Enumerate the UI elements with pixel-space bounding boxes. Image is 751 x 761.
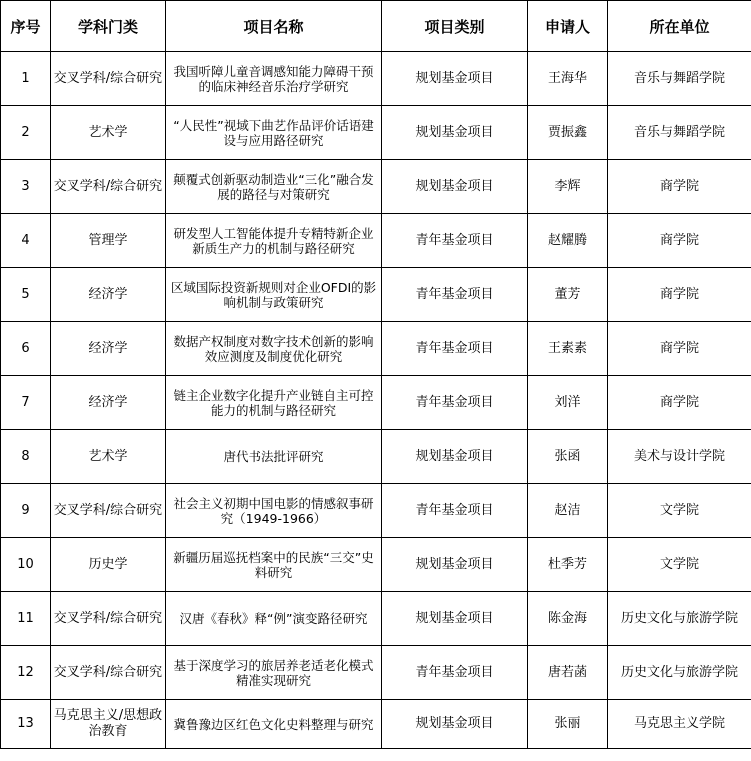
cell-no: 5 <box>1 268 51 322</box>
table-row <box>1 214 751 268</box>
header-project-type: 项目类别 <box>382 1 528 52</box>
cell-unit: 音乐与舞蹈学院 <box>608 52 751 106</box>
cell-type: 规划基金项目 <box>382 52 528 106</box>
cell-name: 新疆历届巡抚档案中的民族“三交”史料研究 <box>166 538 382 592</box>
cell-field: 经济学 <box>51 268 166 322</box>
cell-unit: 文学院 <box>608 484 751 538</box>
cell-field: 交叉学科/综合研究 <box>51 52 166 106</box>
table-row <box>1 538 751 592</box>
cell-applicant: 王海华 <box>528 52 608 106</box>
cell-applicant: 唐若菡 <box>528 646 608 700</box>
cell-type: 规划基金项目 <box>382 106 528 160</box>
cell-applicant: 刘洋 <box>528 376 608 430</box>
cell-type: 规划基金项目 <box>382 700 528 749</box>
cell-applicant: 杜季芳 <box>528 538 608 592</box>
cell-no: 2 <box>1 106 51 160</box>
cell-field: 交叉学科/综合研究 <box>51 592 166 646</box>
table-row <box>1 52 751 106</box>
cell-name: 区域国际投资新规则对企业OFDI的影响机制与政策研究 <box>166 268 382 322</box>
cell-field: 交叉学科/综合研究 <box>51 160 166 214</box>
cell-unit: 美术与设计学院 <box>608 430 751 484</box>
cell-no: 8 <box>1 430 51 484</box>
cell-type: 规划基金项目 <box>382 430 528 484</box>
table-row <box>1 106 751 160</box>
cell-name: 汉唐《春秋》释“例”演变路径研究 <box>166 592 382 646</box>
cell-unit: 商学院 <box>608 376 751 430</box>
cell-name: 社会主义初期中国电影的情感叙事研究（1949-1966） <box>166 484 382 538</box>
table-row <box>1 268 751 322</box>
cell-field: 管理学 <box>51 214 166 268</box>
cell-unit: 马克思主义学院 <box>608 700 751 749</box>
cell-applicant: 赵耀腾 <box>528 214 608 268</box>
cell-field: 交叉学科/综合研究 <box>51 484 166 538</box>
table-row <box>1 376 751 430</box>
cell-type: 规划基金项目 <box>382 538 528 592</box>
table-row <box>1 322 751 376</box>
cell-field: 历史学 <box>51 538 166 592</box>
header-applicant: 申请人 <box>528 1 608 52</box>
cell-applicant: 赵洁 <box>528 484 608 538</box>
cell-unit: 商学院 <box>608 268 751 322</box>
table-row <box>1 700 751 749</box>
cell-field: 艺术学 <box>51 430 166 484</box>
table-row <box>1 646 751 700</box>
cell-type: 青年基金项目 <box>382 376 528 430</box>
cell-no: 1 <box>1 52 51 106</box>
header-unit: 所在单位 <box>608 1 751 52</box>
cell-applicant: 董芳 <box>528 268 608 322</box>
cell-field: 马克思主义/思想政治教育 <box>51 700 166 749</box>
cell-name: 数据产权制度对数字技术创新的影响效应测度及制度优化研究 <box>166 322 382 376</box>
cell-name: 颠覆式创新驱动制造业“三化”融合发展的路径与对策研究 <box>166 160 382 214</box>
cell-no: 11 <box>1 592 51 646</box>
cell-name: 冀鲁豫边区红色文化史料整理与研究 <box>166 700 382 749</box>
cell-applicant: 张函 <box>528 430 608 484</box>
cell-type: 青年基金项目 <box>382 322 528 376</box>
cell-applicant: 王素素 <box>528 322 608 376</box>
table-row <box>1 430 751 484</box>
table-row <box>1 592 751 646</box>
cell-no: 12 <box>1 646 51 700</box>
cell-unit: 历史文化与旅游学院 <box>608 592 751 646</box>
cell-field: 经济学 <box>51 376 166 430</box>
cell-unit: 商学院 <box>608 160 751 214</box>
cell-no: 7 <box>1 376 51 430</box>
cell-field: 经济学 <box>51 322 166 376</box>
cell-name: 基于深度学习的旅居养老适老化模式精准实现研究 <box>166 646 382 700</box>
cell-applicant: 贾振鑫 <box>528 106 608 160</box>
cell-no: 10 <box>1 538 51 592</box>
cell-unit: 文学院 <box>608 538 751 592</box>
table-body <box>1 52 751 749</box>
cell-type: 规划基金项目 <box>382 592 528 646</box>
cell-applicant: 张丽 <box>528 700 608 749</box>
cell-type: 规划基金项目 <box>382 160 528 214</box>
cell-unit: 商学院 <box>608 214 751 268</box>
cell-no: 6 <box>1 322 51 376</box>
table-row <box>1 160 751 214</box>
cell-name: 唐代书法批评研究 <box>166 430 382 484</box>
cell-applicant: 李辉 <box>528 160 608 214</box>
cell-field: 交叉学科/综合研究 <box>51 646 166 700</box>
table-row <box>1 484 751 538</box>
cell-field: 艺术学 <box>51 106 166 160</box>
cell-type: 青年基金项目 <box>382 646 528 700</box>
cell-name: 我国听障儿童音调感知能力障碍干预的临床神经音乐治疗学研究 <box>166 52 382 106</box>
cell-name: 研发型人工智能体提升专精特新企业新质生产力的机制与路径研究 <box>166 214 382 268</box>
cell-no: 4 <box>1 214 51 268</box>
cell-name: 链主企业数字化提升产业链自主可控能力的机制与路径研究 <box>166 376 382 430</box>
cell-unit: 音乐与舞蹈学院 <box>608 106 751 160</box>
cell-type: 青年基金项目 <box>382 484 528 538</box>
header-field: 学科门类 <box>51 1 166 52</box>
cell-unit: 商学院 <box>608 322 751 376</box>
cell-applicant: 陈金海 <box>528 592 608 646</box>
header-no: 序号 <box>1 1 51 52</box>
header-project-name: 项目名称 <box>166 1 382 52</box>
cell-no: 9 <box>1 484 51 538</box>
cell-unit: 历史文化与旅游学院 <box>608 646 751 700</box>
cell-no: 13 <box>1 700 51 749</box>
cell-type: 青年基金项目 <box>382 268 528 322</box>
cell-type: 青年基金项目 <box>382 214 528 268</box>
cell-name: “人民性”视域下曲艺作品评价话语建设与应用路径研究 <box>166 106 382 160</box>
cell-no: 3 <box>1 160 51 214</box>
header-row <box>1 1 751 52</box>
